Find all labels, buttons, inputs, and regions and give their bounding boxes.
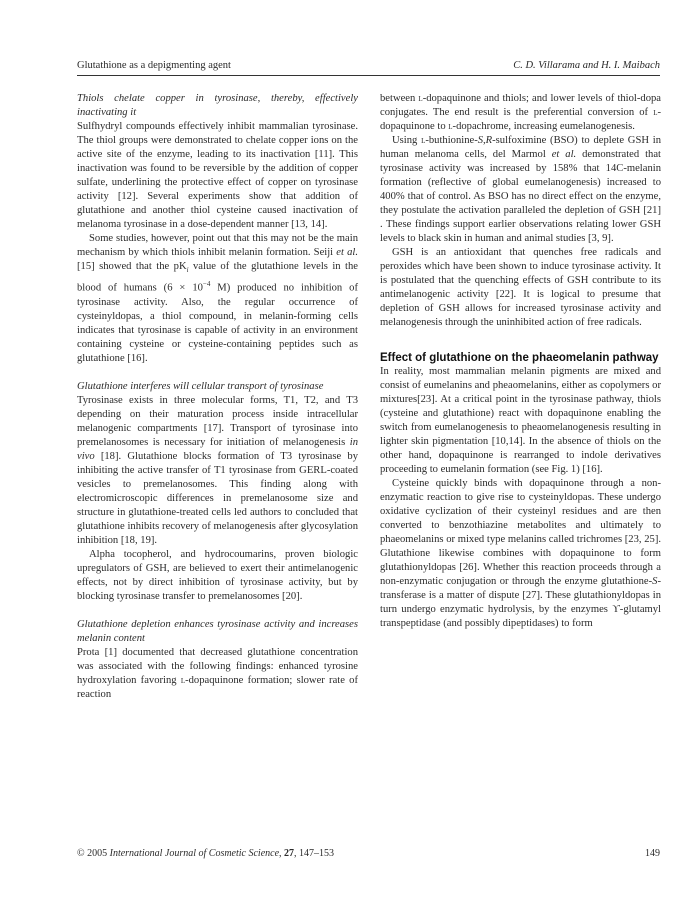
author-names: C. D. Villarama and H. I. Maibach <box>513 60 660 71</box>
section-heading-phaeomelanin: Effect of glutathione on the phaeomelanin pathway <box>380 352 659 364</box>
paragraph: Using l-buthionine-S,R-sulfoximine (BSO) to deplete GSH in human melanoma cells, del Marmol et al. demonstrated that tyrosinase activity was increased by 158% that 14C-melanin formation (reflective of global eumelanogenesis) increased to 400% that of control. As BSO has no direct effect on the enzyme, they postulate the activation paralleled the depletion of GSH [21] . These findings support earlier observations relating lower GSH levels to black skin in human and animal studies [3, 9]. <box>380 135 661 244</box>
page-number: 149 <box>645 848 660 859</box>
paragraph: In reality, most mammalian melanin pigments are mixed and consist of eumelanins and pheaomelanins, either as copolymers or mixtures[23]. At a critical point in the tyrosinase pathway, thiols (cysteine and glutathione) react with dopaquinone enabling the switch from eumelanogenesis to pheaomelanogenesis resulting in lighter skin pigmentation [10,14]. In the absence of thiols on the other hand, dopaquinone is rearranged to indole derivatives proceeding to eumelanin formation (see Fig. 1) [16]. <box>380 366 661 475</box>
page-footer <box>77 848 660 859</box>
running-header <box>77 58 660 76</box>
paragraph: between l-dopaquinone and thiols; and lower levels of thiol-dopa conjugates. The end result is the preferential conversion of l-dopaquinone to l-dopachrome, increasing eumelanogenesis. <box>380 93 661 132</box>
paragraph: Prota [1] documented that decreased glutathione concentration was associated with the following findings: enhanced tyrosine hydroxylation favoring l-dopaquinone formation; slower rate of reaction <box>77 646 358 700</box>
subsection-heading-glutathione-depletion: Glutathione depletion enhances tyrosinase activity and increases melanin content <box>77 618 358 644</box>
paragraph: GSH is an antioxidant that quenches free radicals and peroxides which have been shown to induce tyrosinase activity. It is postulated that the quenching effects of GSH contribute to its antimelanogenic activity [22]. It is logical to presume that depletion of GSH allows for increased tyrosinase activity and melanogenesis through the uninhibited action of free radicals. <box>380 247 661 328</box>
left-column <box>77 92 358 702</box>
subsection-heading-cellular-transport: Glutathione interferes will cellular transport of tyrosinase <box>77 380 324 392</box>
paragraph: Tyrosinase exists in three molecular forms, T1, T2, and T3 depending on their maturation process inside intracellular melanogenic compartments [17]. Transport of tyrosinase into premelanosomes is necessary for initiation of melanogenesis in vivo [18]. Glutathione blocks formation of T3 tyrosinase by inhibiting the active transfer of T1 tyrosinase from GERL-coated vesicles to premelanosomes. This finding along with electromicroscopic differences in premelanosome size and structure in glutathione-treated cells led authors to concluded that glutathione inhibits recovery of melanogenesis after glycosylation inhibition [18, 19]. <box>77 394 358 546</box>
running-title: Glutathione as a depigmenting agent <box>77 60 231 71</box>
paragraph: Cysteine quickly binds with dopaquinone through a non-enzymatic reaction to give rise to cysteinyldopas. These undergo oxidative cyclization of their cysteinyl residues and are then converted to benzothiazine metabolites and ultimately to phaeomelanins or mixed type melanins called trichromes [23, 25]. Glutathione likewise combines with dopaquinone to form glutathionyldopas [26]. Whether this reaction proceeds through a non-enzymatic conjugation or through the enzyme glutathione-S-transferase is a matter of dispute [27]. These glutathionyldopas in turn undergo enzymatic hydrolysis, by the enzymes ϒ-glutamyl transpeptidase (and possibly dipeptidases) to form <box>380 478 661 629</box>
citation: © 2005 International Journal of Cosmetic Science, 27, 147–153 <box>77 848 335 859</box>
paragraph: Some studies, however, point out that this may not be the main mechanism by which thiols inhibit melanin formation. Seiji et al. [15] showed that the $pK_i$ value of the glutathione levels in the blood of humans ($6 \times 10^{-4}$ M) produced no inhibition of tyrosinase activity. Also, the regular occurrence of cysteinyldopas, a thiol compound, in melanin-forming cells indicates that tyrosinase is capable of activity in an environment containing cysteine or cysteine-containing peptides such as glutathione [16]. <box>77 233 358 364</box>
paragraph: Alpha tocopherol, and hydrocoumarins, proven biologic upregulators of GSH, are believed to exert their antimelanogenic effects, not by direct inhibition of tyrosinase activity, but by blocking tyrosinase transfer to premelanosomes [20]. <box>77 548 358 602</box>
subsection-heading-thiols-chelate: Thiols chelate copper in tyrosinase, thereby, effectively inactivating it <box>77 93 358 118</box>
right-column <box>380 92 661 631</box>
paragraph: Sulfhydryl compounds effectively inhibit mammalian tyrosinase. The thiol groups were demonstrated to chelate copper ions on the active site of the enzyme, leading to its inactivation [11]. This inactivation was found to be reversible by the addition of copper sulfate, underlining the protective effect of copper on tyrosinase activity [12]. Several experiments show that addition of glutathione and another thiol cysteine caused inactivation of melanoma tyrosinase in a dose-dependent manner [13, 14]. <box>77 121 358 230</box>
